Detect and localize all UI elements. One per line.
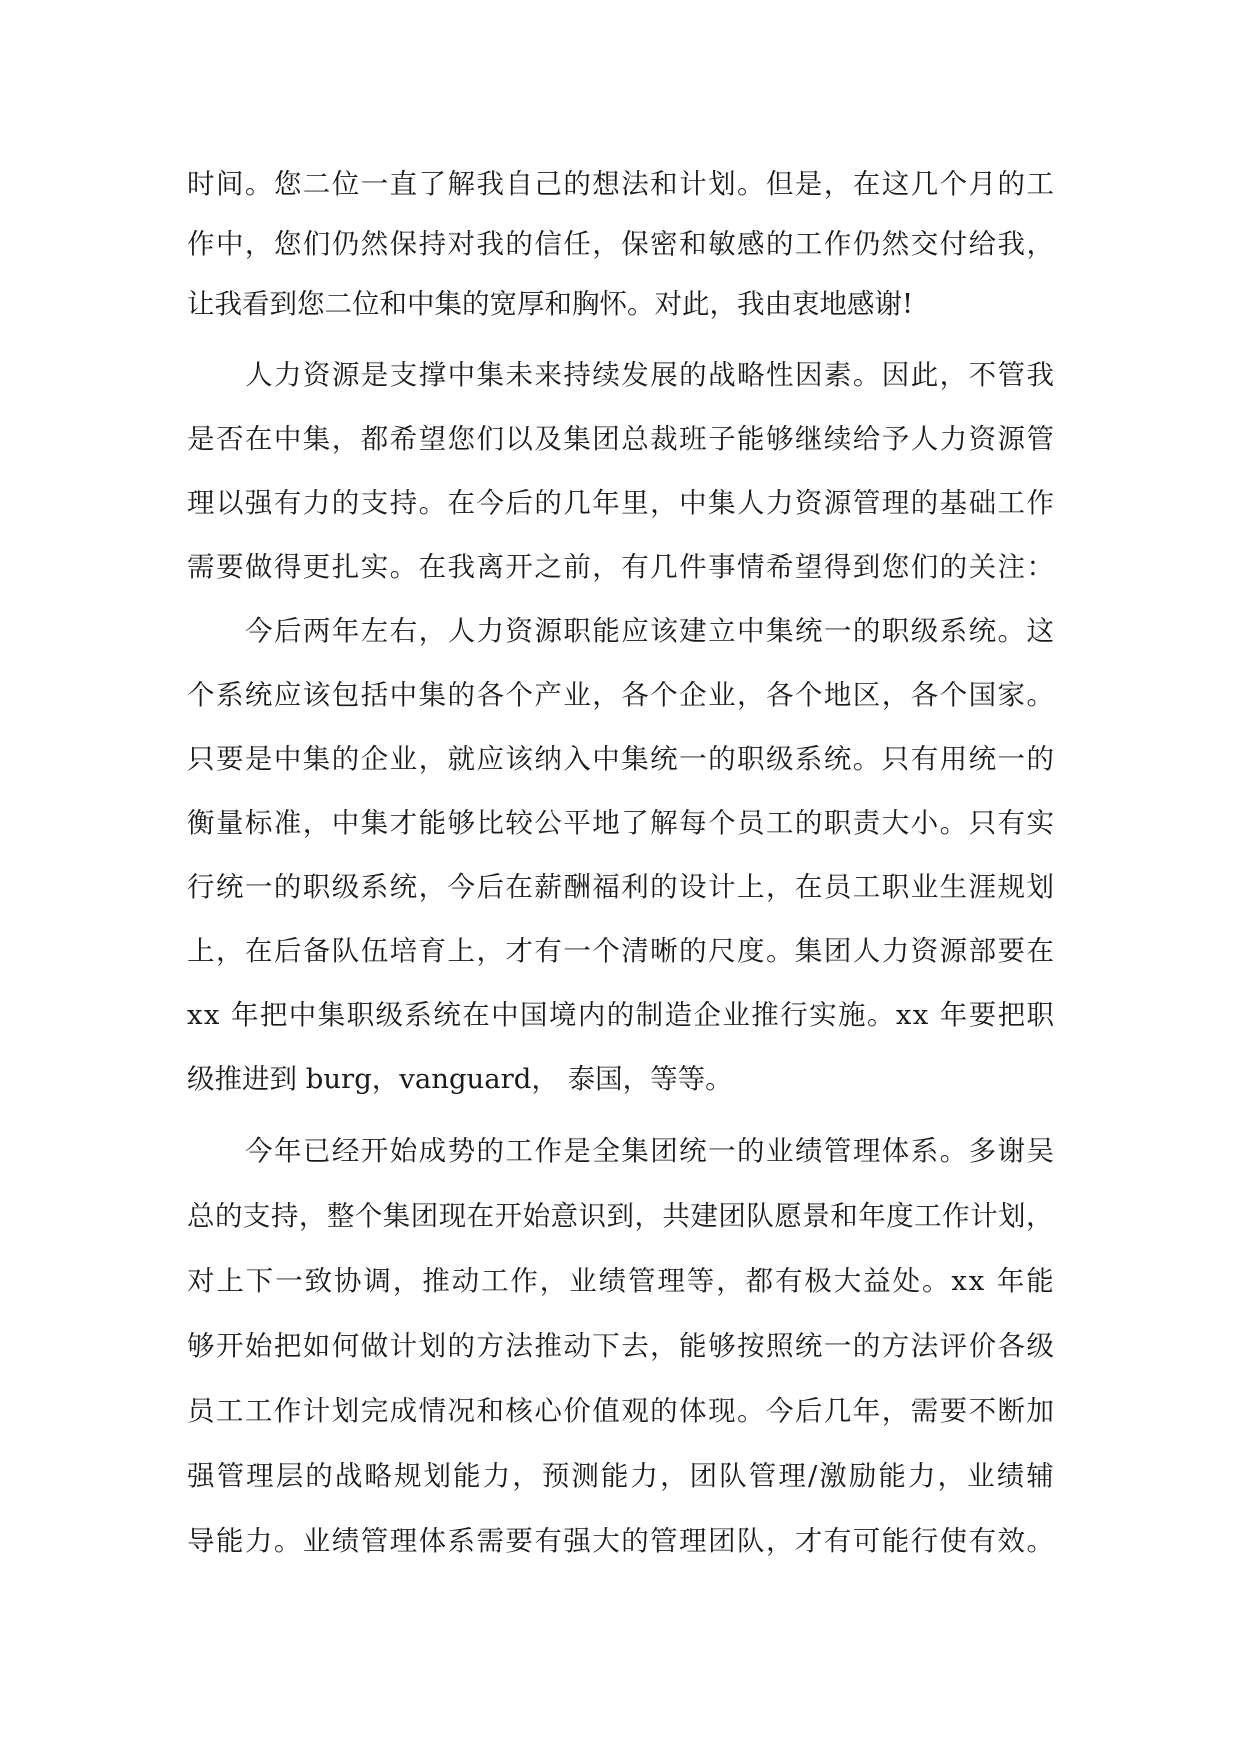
paragraph-line: xx 年把中集职级系统在中国境内的制造企业推行实施。xx 年要把职 [187, 999, 1056, 1031]
paragraph-line: 总的支持，整个集团现在开始意识到，共建团队愿景和年度工作计划， [187, 1200, 1054, 1232]
paragraph-line: 作中，您们仍然保持对我的信任，保密和敏感的工作仍然交付给我， [187, 228, 1056, 260]
paragraph-line: 个系统应该包括中集的各个产业，各个企业，各个地区，各个国家。 [187, 679, 1056, 711]
paragraph-line: 是否在中集，都希望您们以及集团总裁班子能够继续给予人力资源管 [187, 423, 1056, 455]
paragraph-line: 强管理层的战略规划能力，预测能力，团队管理/激励能力，业绩辅 [187, 1460, 1056, 1492]
paragraph-line: 今年已经开始成势的工作是全集团统一的业绩管理体系。多谢吴 [245, 1135, 1056, 1167]
paragraph-line: 级推进到 burg，vanguard， 泰国，等等。 [187, 1063, 733, 1095]
paragraph-line: 行统一的职级系统，今后在薪酬福利的设计上，在员工职业生涯规划 [187, 871, 1056, 903]
paragraph-line: 够开始把如何做计划的方法推动下去，能够按照统一的方法评价各级 [187, 1330, 1056, 1362]
paragraph-line: 让我看到您二位和中集的宽厚和胸怀。对此，我由衷地感谢! [187, 288, 914, 320]
paragraph-line: 人力资源是支撑中集未来持续发展的战略性因素。因此，不管我 [245, 359, 1056, 391]
paragraph-line: 上，在后备队伍培育上，才有一个清晰的尺度。集团人力资源部要在 [187, 935, 1056, 967]
paragraph-line: 今后两年左右，人力资源职能应该建立中集统一的职级系统。这 [245, 615, 1056, 647]
paragraph-line: 只要是中集的企业，就应该纳入中集统一的职级系统。只有用统一的 [187, 743, 1056, 775]
paragraph-line: 需要做得更扎实。在我离开之前，有几件事情希望得到您们的关注： [187, 551, 1056, 583]
paragraph-line: 员工工作计划完成情况和核心价值观的体现。今后几年，需要不断加 [187, 1395, 1056, 1427]
paragraph-line: 衡量标准，中集才能够比较公平地了解每个员工的职责大小。只有实 [187, 807, 1056, 839]
paragraph-line: 导能力。业绩管理体系需要有强大的管理团队，才有可能行使有效。 [187, 1525, 1056, 1557]
paragraph-line: 理以强有力的支持。在今后的几年里，中集人力资源管理的基础工作 [187, 487, 1056, 519]
paragraph-line: 时间。您二位一直了解我自己的想法和计划。但是，在这几个月的工 [187, 168, 1056, 200]
paragraph-line: 对上下一致协调，推动工作，业绩管理等，都有极大益处。xx 年能 [187, 1265, 1056, 1297]
